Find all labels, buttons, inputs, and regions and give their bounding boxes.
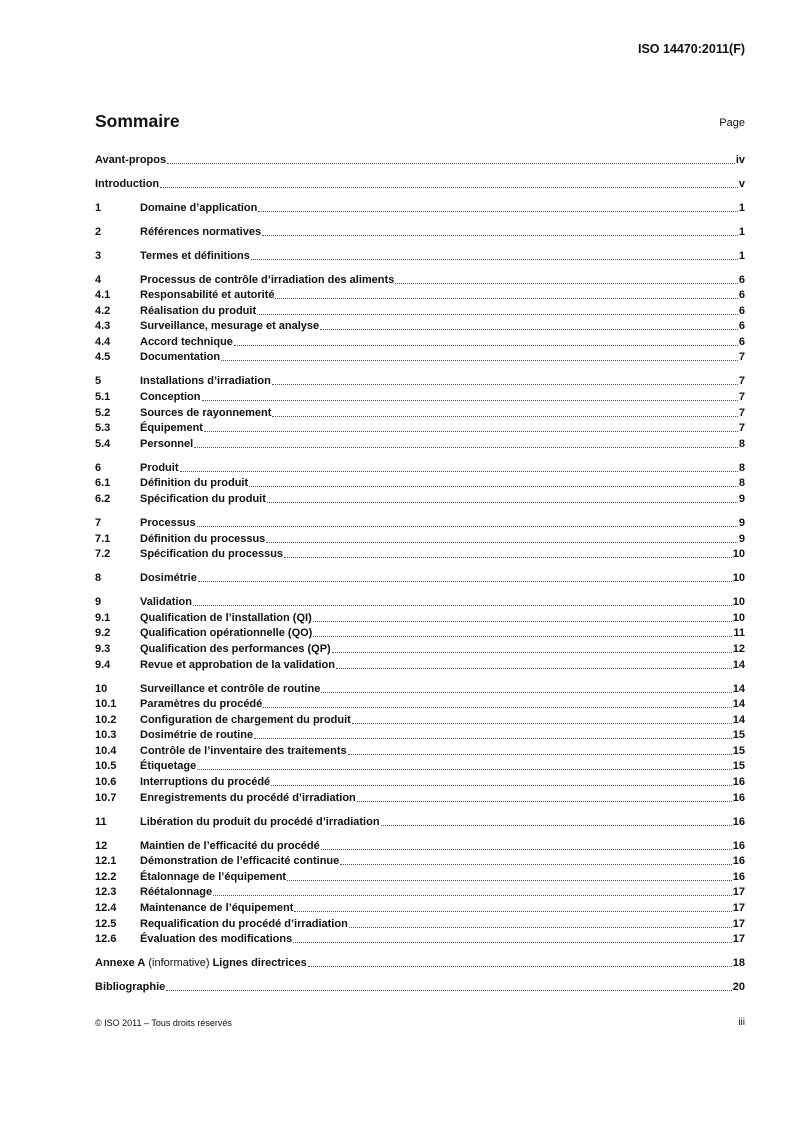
dot-leader: [263, 706, 731, 708]
dot-leader: [249, 485, 738, 487]
dot-leader: [272, 383, 738, 385]
toc-entry[interactable]: [95, 979, 745, 995]
toc-entry-title: [140, 627, 312, 640]
dot-leader: [321, 848, 732, 850]
toc-entry-title-text: Qualification des performances (QP): [140, 642, 331, 655]
toc-entry-page: 15: [732, 760, 745, 773]
toc-entry[interactable]: [95, 459, 745, 475]
toc-entry[interactable]: [95, 899, 745, 915]
dot-leader: [197, 525, 738, 527]
toc-entry[interactable]: [95, 711, 745, 727]
toc-entry-title-text: Dosimétrie: [140, 572, 197, 585]
toc-entry-title: [140, 776, 270, 789]
toc-entry[interactable]: [95, 625, 745, 641]
toc-entry[interactable]: [95, 223, 745, 239]
toc-entry-page: 16: [732, 870, 745, 883]
toc-entry-title: [95, 178, 159, 191]
toc-entry-title-text: Introduction: [95, 177, 160, 190]
toc-entry-page: v: [738, 177, 745, 190]
dot-leader: [213, 894, 732, 896]
toc-entry-title-text: Étiquetage: [140, 760, 197, 773]
toc-entry-title: [140, 698, 262, 711]
toc-entry-page: 6: [738, 304, 745, 317]
toc-entry-number: 6.1: [95, 477, 111, 490]
dot-leader: [160, 186, 738, 188]
toc-entry[interactable]: [95, 853, 745, 869]
toc-entry-page: 16: [732, 776, 745, 789]
toc-entry-title-text: Termes et définitions: [140, 249, 250, 262]
toc-entry-page: 9: [738, 517, 745, 529]
toc-entry-title: [140, 918, 348, 931]
toc-entry-page: 7: [738, 375, 745, 388]
toc-entry-title-text: Définition du produit: [140, 477, 249, 490]
dot-leader: [395, 282, 738, 284]
toc-entry-page: 14: [732, 682, 745, 695]
toc-entry-title-text: Contrôle de l’inventaire des traitements: [140, 744, 347, 757]
toc-entry[interactable]: [95, 199, 745, 215]
toc-entry-title: [95, 957, 307, 970]
toc-entry-title: [140, 816, 380, 829]
toc-entry-title-text: Spécification du processus: [140, 548, 284, 561]
toc-entry-number: 12.1: [95, 855, 117, 868]
dot-leader: [313, 635, 732, 637]
dot-leader: [294, 910, 731, 912]
toc-entry-title: [95, 154, 166, 167]
toc-entry-number: 12: [95, 839, 108, 852]
toc-entry-number: 7.1: [95, 532, 111, 545]
toc-entry[interactable]: [95, 915, 745, 931]
toc-entry[interactable]: [95, 868, 745, 884]
dot-leader: [349, 926, 732, 928]
toc-entry-page: 7: [738, 406, 745, 419]
toc-entry[interactable]: [95, 931, 745, 947]
toc-entry-title: [140, 375, 271, 388]
dot-leader: [357, 800, 732, 802]
toc-entry-page: 7: [738, 422, 745, 435]
toc-entry[interactable]: [95, 955, 745, 971]
dot-leader: [251, 258, 738, 260]
toc-entry-title: [140, 714, 351, 727]
toc-entry-number: 4.4: [95, 335, 111, 348]
toc-entry-title: [140, 202, 257, 215]
toc-entry-title: [140, 886, 212, 899]
toc-entry-page: 1: [738, 225, 745, 238]
toc-entry-title: [140, 289, 274, 302]
toc-entry-title-text: Références normatives: [140, 225, 262, 238]
toc-entry-title: [140, 683, 320, 696]
toc-entry[interactable]: [95, 514, 745, 530]
toc-entry[interactable]: [95, 696, 745, 712]
toc-entry-number: 10: [95, 682, 108, 695]
toc-entry-title-text: Processus: [140, 517, 196, 529]
toc-entry-title-text: Bibliographie: [95, 981, 166, 994]
footer-copyright: © ISO 2011 – Tous droits réservés: [95, 1018, 232, 1028]
toc-entry-number: 8: [95, 572, 102, 585]
dot-leader: [275, 297, 737, 299]
toc-entry-title: [140, 612, 312, 625]
toc-entry-title-text: Interruptions du procédé: [140, 776, 271, 789]
toc-entry[interactable]: [95, 287, 745, 303]
toc-entry-title-text: Processus de contrôle d’irradiation des aliments: [140, 273, 395, 286]
toc-entry-title: [140, 407, 271, 420]
toc-entry-page: 15: [732, 729, 745, 742]
toc-entry-page: 14: [732, 698, 745, 711]
toc-entry-number: 12.4: [95, 902, 117, 915]
toc-entry[interactable]: [95, 490, 745, 506]
dot-leader: [321, 691, 731, 693]
toc-entry-title: [140, 477, 248, 490]
toc-entry-page: 1: [738, 201, 745, 214]
toc-entry-page: 6: [738, 289, 745, 302]
toc-entry-number: 4.2: [95, 304, 111, 317]
dot-leader: [336, 667, 732, 669]
toc-entry-title-text: Requalification du procédé d’irradiation: [140, 917, 348, 930]
toc-entry[interactable]: [95, 271, 745, 287]
toc-entry[interactable]: [95, 789, 745, 805]
dot-leader: [266, 541, 738, 543]
toc-entry-title-text: Équipement: [140, 422, 203, 435]
dot-leader: [262, 234, 738, 236]
toc-entry-title-text: Maintenance de l’équipement: [140, 902, 294, 915]
toc-entry-page: 7: [738, 351, 745, 364]
toc-entry-page: 18: [732, 957, 745, 970]
toc-entry[interactable]: [95, 333, 745, 349]
toc-entry-title: [140, 792, 356, 805]
toc-entry-title: [95, 981, 165, 994]
toc-entry-number: 7: [95, 517, 102, 529]
dot-leader: [308, 965, 732, 967]
dot-leader: [204, 430, 738, 432]
toc-entry-title: [140, 533, 265, 546]
toc-entry-page: 17: [732, 917, 745, 930]
toc-entry-title-text: Domaine d’application: [140, 201, 258, 214]
toc-entry-number: 1: [95, 201, 102, 214]
toc-entry-title-text: Surveillance et contrôle de routine: [140, 682, 321, 695]
toc-entry-page: 16: [732, 815, 745, 828]
toc-entry-title-text: Documentation: [140, 351, 221, 364]
toc-entry-number: 4: [95, 273, 102, 286]
dot-leader: [167, 162, 735, 164]
toc-entry-title: [140, 933, 292, 946]
toc-entry-title: [140, 493, 266, 506]
toc-entry-number: 5.1: [95, 391, 111, 404]
toc-entry[interactable]: [95, 530, 745, 546]
toc-entry[interactable]: [95, 773, 745, 789]
dot-leader: [272, 415, 737, 417]
toc-entry-page: 6: [738, 335, 745, 348]
dot-leader: [180, 470, 738, 472]
toc-entry-page: 14: [732, 713, 745, 726]
toc-entry[interactable]: [95, 151, 745, 167]
toc-entry[interactable]: [95, 837, 745, 853]
dot-leader: [352, 722, 732, 724]
toc-entry-number: 10.3: [95, 729, 117, 742]
toc-entry[interactable]: [95, 247, 745, 263]
dot-leader: [381, 824, 732, 826]
toc-entry-title-text: Sources de rayonnement: [140, 406, 272, 419]
toc-entry-title: [140, 902, 293, 915]
toc-entry-number: 9.2: [95, 627, 111, 640]
toc-entry-number: 10.5: [95, 760, 117, 773]
toc-entry-title-text: Revue et approbation de la validation: [140, 658, 335, 671]
toc-entry-number: 5.2: [95, 406, 111, 419]
toc-entry-page: 12: [732, 642, 745, 655]
toc-entry-number: 4.1: [95, 289, 111, 302]
toc-entry-page: 10: [732, 572, 745, 585]
toc-entry-title-text: Libération du produit du procédé d’irradiation: [140, 815, 380, 828]
toc-entry-number: 10.2: [95, 713, 117, 726]
toc-entry-title-text: Qualification opérationnelle (QO): [140, 627, 313, 640]
toc-entry-number: 12.3: [95, 886, 117, 899]
toc-entry-number: 4.5: [95, 351, 111, 364]
toc-entry-number: 12.2: [95, 870, 117, 883]
toc-entry-title-text: Spécification du produit: [140, 493, 266, 506]
toc-entry-title-text: Personnel: [140, 437, 194, 450]
dot-leader: [257, 313, 738, 315]
toc-entry-title-text-2: Lignes directrices: [212, 957, 307, 970]
toc-entry-title-text: Qualification de l’installation (QI): [140, 611, 312, 624]
toc-entry-title: [140, 643, 331, 656]
toc-entry[interactable]: [95, 656, 745, 672]
toc-entry-title: [140, 840, 320, 853]
toc-entry-title-text: Accord technique: [140, 335, 233, 348]
dot-leader: [198, 580, 732, 582]
toc-entry-title-text: Réalisation du produit: [140, 304, 257, 317]
toc-entry-page: 6: [738, 273, 745, 286]
dot-leader: [320, 328, 738, 330]
toc-entry-title-text: Produit: [140, 461, 179, 474]
toc-entry-number: 9.3: [95, 642, 111, 655]
toc-entry-title: [140, 336, 233, 349]
toc-entry-page: 17: [732, 902, 745, 915]
toc-entry-title-text: Définition du processus: [140, 532, 266, 545]
dot-leader: [340, 863, 731, 865]
toc-entry-title: [140, 351, 220, 364]
toc-entry-title-text: Enregistrements du procédé d’irradiation: [140, 791, 356, 804]
toc-entry-page: 10: [732, 611, 745, 624]
toc-entry-title: [140, 855, 339, 868]
toc-entry-page: 11: [733, 627, 745, 640]
toc-entry[interactable]: [95, 570, 745, 586]
toc-entry-page: 8: [738, 437, 745, 450]
toc-entry-number: 10.4: [95, 744, 117, 757]
toc-entry[interactable]: [95, 813, 745, 829]
toc-entry[interactable]: [95, 727, 745, 743]
toc-entry[interactable]: [95, 373, 745, 389]
page-title: Sommaire: [95, 111, 180, 131]
toc-entry-title: [140, 659, 335, 672]
toc-entry[interactable]: [95, 884, 745, 900]
dot-leader: [267, 501, 738, 503]
toc-entry-number: 5: [95, 375, 102, 388]
toc-entry-title-text: Validation: [140, 596, 192, 609]
toc-entry-title-text: Responsabilité et autorité: [140, 289, 275, 302]
toc-entry[interactable]: [95, 435, 745, 451]
dot-leader: [166, 989, 731, 991]
toc-entry-title: [140, 517, 196, 530]
dot-leader: [332, 651, 732, 653]
toc-entry-title-text: Conception: [140, 391, 201, 404]
dot-leader: [271, 784, 732, 786]
toc-entry-page: iv: [735, 153, 745, 166]
document-id: ISO 14470:2011(F): [637, 42, 745, 56]
toc-entry-title: [140, 305, 256, 318]
toc-entry-number: 10.7: [95, 791, 117, 804]
dot-leader: [193, 604, 732, 606]
dot-leader: [202, 399, 738, 401]
toc-entry-title-text: Surveillance, mesurage et analyse: [140, 320, 320, 333]
dot-leader: [258, 210, 738, 212]
toc-entry[interactable]: [95, 349, 745, 365]
toc-entry[interactable]: [95, 175, 745, 191]
dot-leader: [221, 359, 738, 361]
toc-entry-number: 12.6: [95, 933, 117, 946]
toc-entry-title-text: Annexe A: [95, 957, 146, 970]
toc-entry-number: 2: [95, 225, 102, 238]
toc-entry-title: [140, 596, 192, 609]
toc-entry-page: 9: [738, 532, 745, 545]
toc-entry-title: [140, 274, 394, 287]
dot-leader: [194, 446, 738, 448]
toc-entry-number: 7.2: [95, 548, 111, 561]
footer-page-number: iii: [738, 1017, 745, 1028]
toc-entry-page: 8: [738, 477, 745, 490]
toc-entry-number: 6: [95, 461, 102, 474]
toc-entry[interactable]: [95, 742, 745, 758]
toc-entry-page: 8: [738, 461, 745, 474]
toc-entry-title: [140, 422, 203, 435]
toc-entry-page: 6: [738, 320, 745, 333]
toc-entry-page: 17: [732, 886, 745, 899]
toc-entry-title: [140, 548, 283, 561]
toc-entry-title: [140, 226, 261, 239]
toc-entry-page: 16: [732, 791, 745, 804]
toc-entry-title: [140, 729, 253, 742]
toc-entry-title: [140, 760, 196, 773]
toc-entry-title-text: Démonstration de l’efficacité continue: [140, 855, 340, 868]
toc-entry-title: [140, 745, 347, 758]
toc-entry[interactable]: [95, 404, 745, 420]
toc-entry-title-text: Maintien de l’efficacité du procédé: [140, 839, 320, 852]
dot-leader: [348, 753, 732, 755]
toc-entry-number: 9: [95, 596, 102, 609]
toc-entry-number: 9.4: [95, 658, 111, 671]
toc-entry-title: [140, 391, 201, 404]
toc-entry[interactable]: [95, 318, 745, 334]
toc-entry-title-text: Paramètres du procédé: [140, 698, 263, 711]
toc-entry-page: 16: [732, 839, 745, 852]
toc-entry-page: 1: [738, 249, 745, 262]
toc-entry-number: 4.3: [95, 320, 111, 333]
toc-entry-number: 6.2: [95, 493, 111, 506]
dot-leader: [197, 768, 732, 770]
table-of-contents: [95, 151, 745, 994]
page-column-label: Page: [719, 117, 745, 129]
toc-entry-number: 5.4: [95, 437, 111, 450]
toc-entry-number: 12.5: [95, 917, 117, 930]
toc-entry[interactable]: [95, 609, 745, 625]
toc-entry[interactable]: [95, 758, 745, 774]
toc-entry-number: 5.3: [95, 422, 111, 435]
toc-entry-title-text: Évaluation des modifications: [140, 933, 293, 946]
toc-entry-page: 10: [732, 596, 745, 609]
toc-entry[interactable]: [95, 420, 745, 436]
toc-entry[interactable]: [95, 640, 745, 656]
toc-entry-title: [140, 320, 319, 333]
toc-entry-page: 9: [738, 493, 745, 506]
toc-entry-title-text: Installations d’irradiation: [140, 375, 271, 388]
toc-entry-page: 16: [732, 855, 745, 868]
dot-leader: [287, 879, 732, 881]
toc-entry-title: [140, 462, 179, 475]
toc-entry[interactable]: [95, 680, 745, 696]
toc-entry-note: (informative): [145, 957, 213, 970]
toc-entry-title: [140, 438, 193, 451]
toc-entry-page: 14: [732, 658, 745, 671]
toc-entry[interactable]: [95, 594, 745, 610]
toc-entry[interactable]: [95, 546, 745, 562]
toc-entry-title-text: Réétalonnage: [140, 886, 213, 899]
toc-entry[interactable]: [95, 388, 745, 404]
toc-entry-title: [140, 871, 286, 884]
toc-entry-title-text: Étalonnage de l’équipement: [140, 870, 287, 883]
toc-entry-page: 7: [738, 391, 745, 404]
dot-leader: [293, 941, 732, 943]
toc-entry[interactable]: [95, 475, 745, 491]
toc-entry-number: 11: [95, 815, 107, 828]
toc-entry-title-text: Configuration de chargement du produit: [140, 713, 351, 726]
dot-leader: [254, 737, 732, 739]
toc-entry-page: 15: [732, 744, 745, 757]
toc-entry-number: 9.1: [95, 611, 111, 624]
toc-entry-title: [140, 250, 250, 263]
toc-entry-page: 17: [732, 933, 745, 946]
toc-entry-page: 20: [732, 981, 745, 994]
toc-entry-title: [140, 572, 197, 585]
dot-leader: [284, 556, 732, 558]
toc-entry-title-text: Avant-propos: [95, 153, 167, 166]
dot-leader: [313, 620, 732, 622]
toc-entry-number: 10.6: [95, 776, 117, 789]
toc-entry-page: 10: [732, 548, 745, 561]
toc-entry[interactable]: [95, 302, 745, 318]
toc-entry-title-text: Dosimétrie de routine: [140, 729, 254, 742]
toc-entry-number: 3: [95, 249, 102, 262]
toc-entry-number: 10.1: [95, 698, 117, 711]
dot-leader: [234, 344, 738, 346]
